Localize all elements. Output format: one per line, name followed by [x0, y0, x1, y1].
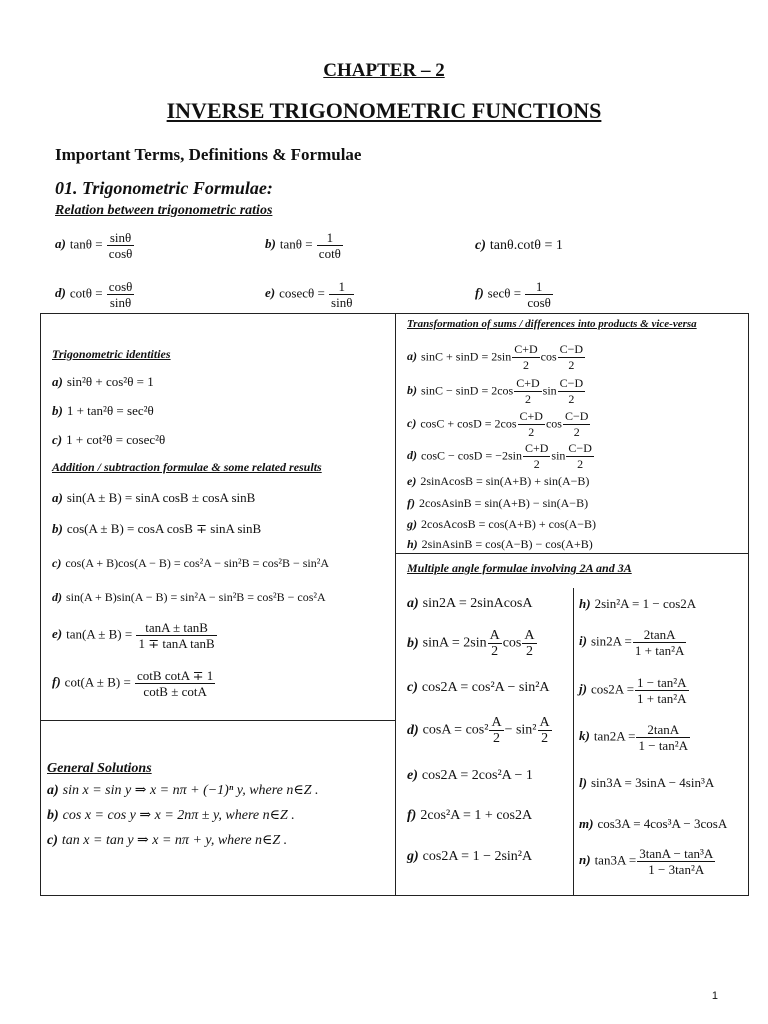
multiple-d: d) cosA = cos² $\frac{A}{2}$ − sin² $\frac{A}{2}$: [407, 715, 550, 746]
multiple-l: l) sin3A = 3sinA − 4sin³A: [579, 775, 715, 790]
addition-a: a) sin(A ± B) = sinA cosB ± cosA sinB: [52, 490, 256, 505]
page-number: 1: [711, 990, 718, 1002]
transformation-h: h) 2sinAsinB = cos(A−B) − cos(A+B): [407, 537, 593, 551]
identity-b: b) 1 + tan²θ = sec²θ: [52, 403, 154, 418]
multiple-e: e) cos2A = 2cos²A − 1: [407, 768, 533, 783]
relation-a: a) tanθ = $\frac{\sin\theta}{\cos\theta}$: [55, 230, 133, 261]
general-c: c) tan x = tan y ⇒ x = nπ + y, where n∈Z .: [47, 833, 288, 848]
transformation-f: f) 2cosAsinB = sin(A+B) − sin(A−B): [407, 496, 589, 510]
multiple-n: n) tan3A = $\frac{\text{3tanA − tan³A}}{\text{1 − 3tan²A}}$: [579, 846, 714, 877]
addition-heading: Addition / subtraction formulae & some related results: [52, 460, 322, 474]
multiple-i: i) sin2A = $\frac{2\tan A}{\text{1 + tan²A}}$: [579, 627, 685, 658]
multiple-c: c) cos2A = cos²A − sin²A: [407, 680, 550, 695]
trig-formulae-heading: 01. Trigonometric Formulae:: [55, 178, 273, 198]
transformation-g: g) 2cosAcosB = cos(A+B) + cos(A−B): [407, 517, 597, 531]
relation-c: c) tanθ.cotθ = 1: [475, 238, 563, 253]
addition-f: f) cot(A ± B) = $\frac{\text{cotB cotA ∓ 1}}{\cot B \pm \cot A}$: [52, 668, 214, 699]
chapter-heading: CHAPTER – 2: [323, 60, 445, 81]
addition-c: c) cos(A + B)cos(A − B) = cos²A − sin²B = cos²B − sin²A: [52, 556, 329, 570]
general-heading: General Solutions: [47, 761, 152, 776]
multiple-k: k) tan2A = $\frac{2\tan A}{\text{1 − tan²A}}$: [579, 722, 688, 753]
transformation-heading: Transformation of sums / differences into products & vice-versa: [407, 318, 697, 330]
important-terms-heading: Important Terms, Definitions & Formulae: [55, 145, 362, 164]
addition-d: d) sin(A + B)sin(A − B) = sin²A − sin²B = cos²B − cos²A: [52, 590, 326, 604]
identity-a: a) sin²θ + cos²θ = 1: [52, 374, 154, 389]
relation-heading: Relation between trigonometric ratios: [55, 203, 273, 218]
addition-b: b) cos(A ± B) = cosA cosB ∓ sinA sinB: [52, 521, 262, 536]
multiple-angle-divider: [573, 588, 574, 896]
transformation-b: b) sinC − sinD = 2cos $\frac{C+D}{2}$ sin $\frac{C-D}{2}$: [407, 376, 584, 406]
identities-heading: Trigonometric identities: [52, 347, 171, 361]
general-b: b) cos x = cos y ⇒ x = 2nπ ± y, where n∈Z .: [47, 808, 295, 823]
general-a: a) sin x = sin y ⇒ x = nπ + (−1)ⁿ y, where n∈Z .: [47, 783, 319, 798]
relation-d: d) cotθ = $\frac{\cos\theta}{\sin\theta}$: [55, 279, 133, 310]
transformation-c: c) cosC + cosD = 2cos $\frac{C+D}{2}$ cos $\frac{C-D}{2}$: [407, 409, 589, 439]
multiple-angle-heading: Multiple angle formulae involving 2A and 3A: [407, 561, 632, 575]
multiple-j: j) cos2A = $\frac{\text{1 − tan²A}}{\text{1 + tan²A}}$: [579, 675, 687, 706]
multiple-g: g) cos2A = 1 − 2sin²A: [407, 849, 533, 864]
multiple-a: a) sin2A = 2sinAcosA: [407, 596, 533, 611]
relation-b: b) tanθ = $\frac{1}{\cot\theta}$: [265, 230, 341, 261]
transformation-a: a) sinC + sinD = 2sin $\frac{C+D}{2}$ cos $\frac{C-D}{2}$: [407, 342, 584, 372]
identity-c: c) 1 + cot²θ = cosec²θ: [52, 432, 166, 447]
transformation-d: d) cosC − cosD = −2sin $\frac{C+D}{2}$ sin $\frac{C-D}{2}$: [407, 441, 592, 471]
relation-e: e) cosecθ = $\frac{1}{\sin\theta}$: [265, 279, 353, 310]
multiple-f: f) 2cos²A = 1 + cos2A: [407, 808, 533, 823]
multiple-b: b) sinA = 2sin $\frac{A}{2}$ cos $\frac{A}{2}$: [407, 628, 535, 659]
transformation-e: e) 2sinAcosB = sin(A+B) + sin(A−B): [407, 474, 590, 488]
relation-f: f) secθ = $\frac{1}{\cos\theta}$: [475, 279, 551, 310]
addition-e: e) tan(A ± B) = $\frac{\tan A \pm \tan B}{\text{1 ∓ tanA tanB}}$: [52, 620, 215, 651]
multiple-h: h) 2sin²A = 1 − cos2A: [579, 596, 697, 611]
page-title: INVERSE TRIGONOMETRIC FUNCTIONS: [166, 98, 602, 123]
multiple-m: m) cos3A = 4cos³A − 3cosA: [579, 816, 728, 831]
